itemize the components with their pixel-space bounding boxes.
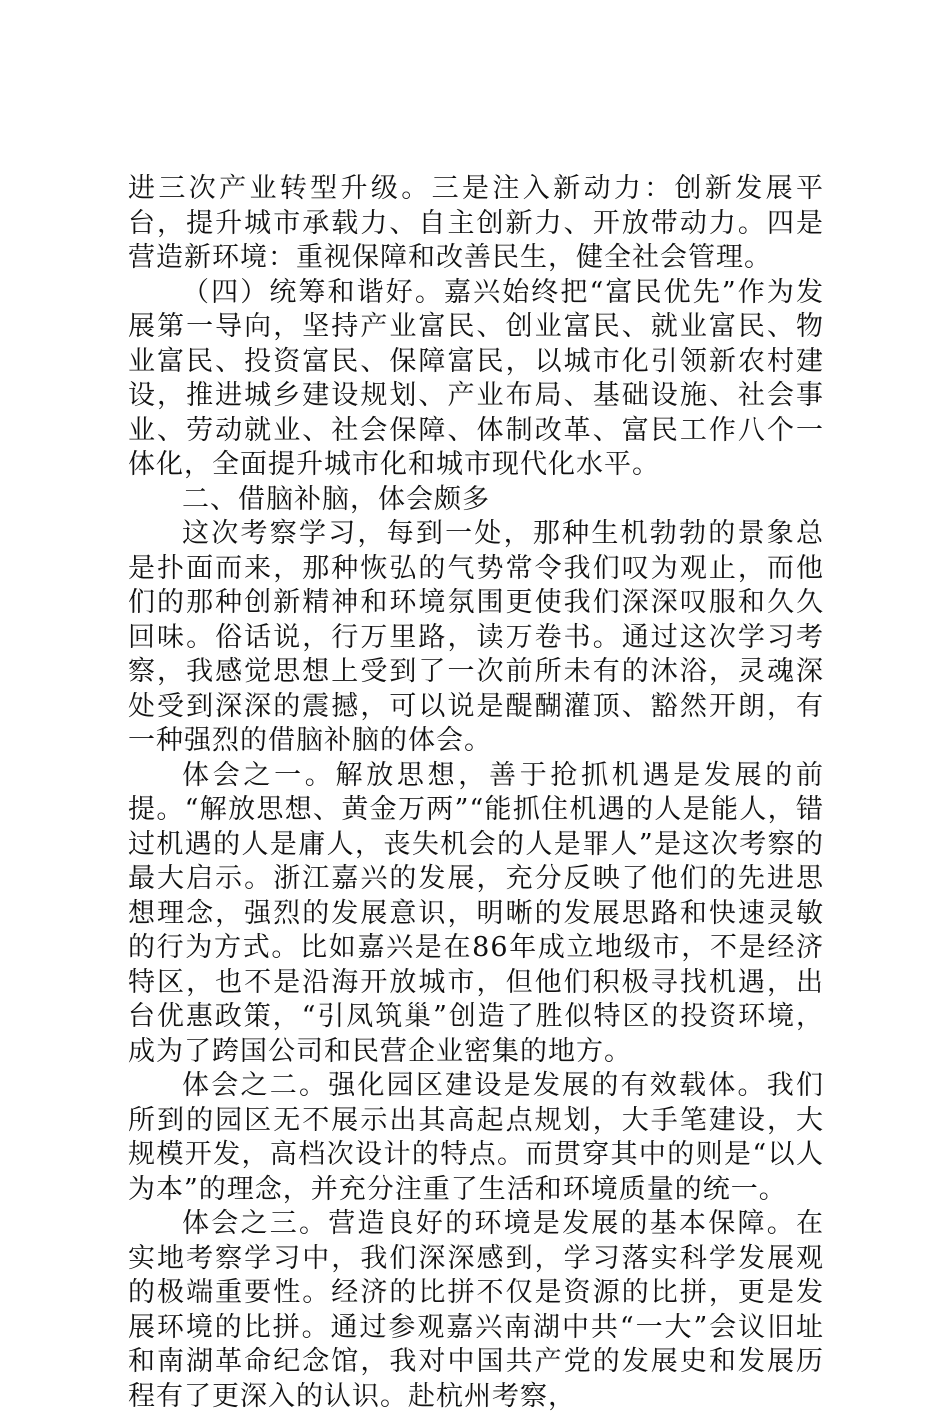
document-body [128,172,824,1414]
paragraph: （四）统筹和谐好。嘉兴始终把“富民优先”作为发展第一导向，坚持产业富民、创业富民、就业富民、物业富民、投资富民、保障富民，以城市化引领新农村建设，推进城乡建设规划、产业布局、基础设施、社会事业、劳动就业、社会保障、体制改革、富民工作八个一体化，全面提升城市化和城市现代化水平。 [128,276,824,480]
section-heading: 二、借脑补脑，体会颇多 [182,483,490,515]
paragraph: 体会之二。强化园区建设是发展的有效载体。我们所到的园区无不展示出其高起点规划，大手笔建设，大规模开发，高档次设计的特点。而贯穿其中的则是“以人为本”的理念，并充分注重了生活和环境质量的统一。 [128,1070,824,1205]
paragraph: 进三次产业转型升级。三是注入新动力：创新发展平台，提升城市承载力、自主创新力、开放带动力。四是营造新环境：重视保障和改善民生，健全社会管理。 [128,173,824,273]
paragraph: 体会之一。解放思想，善于抢抓机遇是发展的前提。“解放思想、黄金万两”“能抓住机遇的人是能人，错过机遇的人是庸人，丧失机会的人是罪人”是这次考察的最大启示。浙江嘉兴的发展，充分反映了他们的先进思想理念，强烈的发展意识，明晰的发展思路和快速灵敏的行为方式。比如嘉兴是在86年成立地级市，不是经济特区，也不是沿海开放城市，但他们积极寻找机遇，出台优惠政策，“引凤筑巢”创造了胜似特区的投资环境，成为了跨国公司和民营企业密集的地方。 [128,759,824,1067]
paragraph: 这次考察学习，每到一处，那种生机勃勃的景象总是扑面而来，那种恢弘的气势常令我们叹为观止，而他们的那种创新精神和环境氛围更使我们深深叹服和久久回味。俗话说，行万里路，读万卷书。通过这次学习考察，我感觉思想上受到了一次前所未有的沐浴，灵魂深处受到深深的震撼，可以说是醍醐灌顶、豁然开朗，有一种强烈的借脑补脑的体会。 [128,518,824,756]
paragraph: 体会之三。营造良好的环境是发展的基本保障。在实地考察学习中，我们深深感到，学习落实科学发展观的极端重要性。经济的比拼不仅是资源的比拼，更是发展环境的比拼。通过参观嘉兴南湖中共“一大”会议旧址和南湖革命纪念馆，我对中国共产党的发展史和发展历程有了更深入的认识。赴杭州考察， [128,1208,824,1412]
